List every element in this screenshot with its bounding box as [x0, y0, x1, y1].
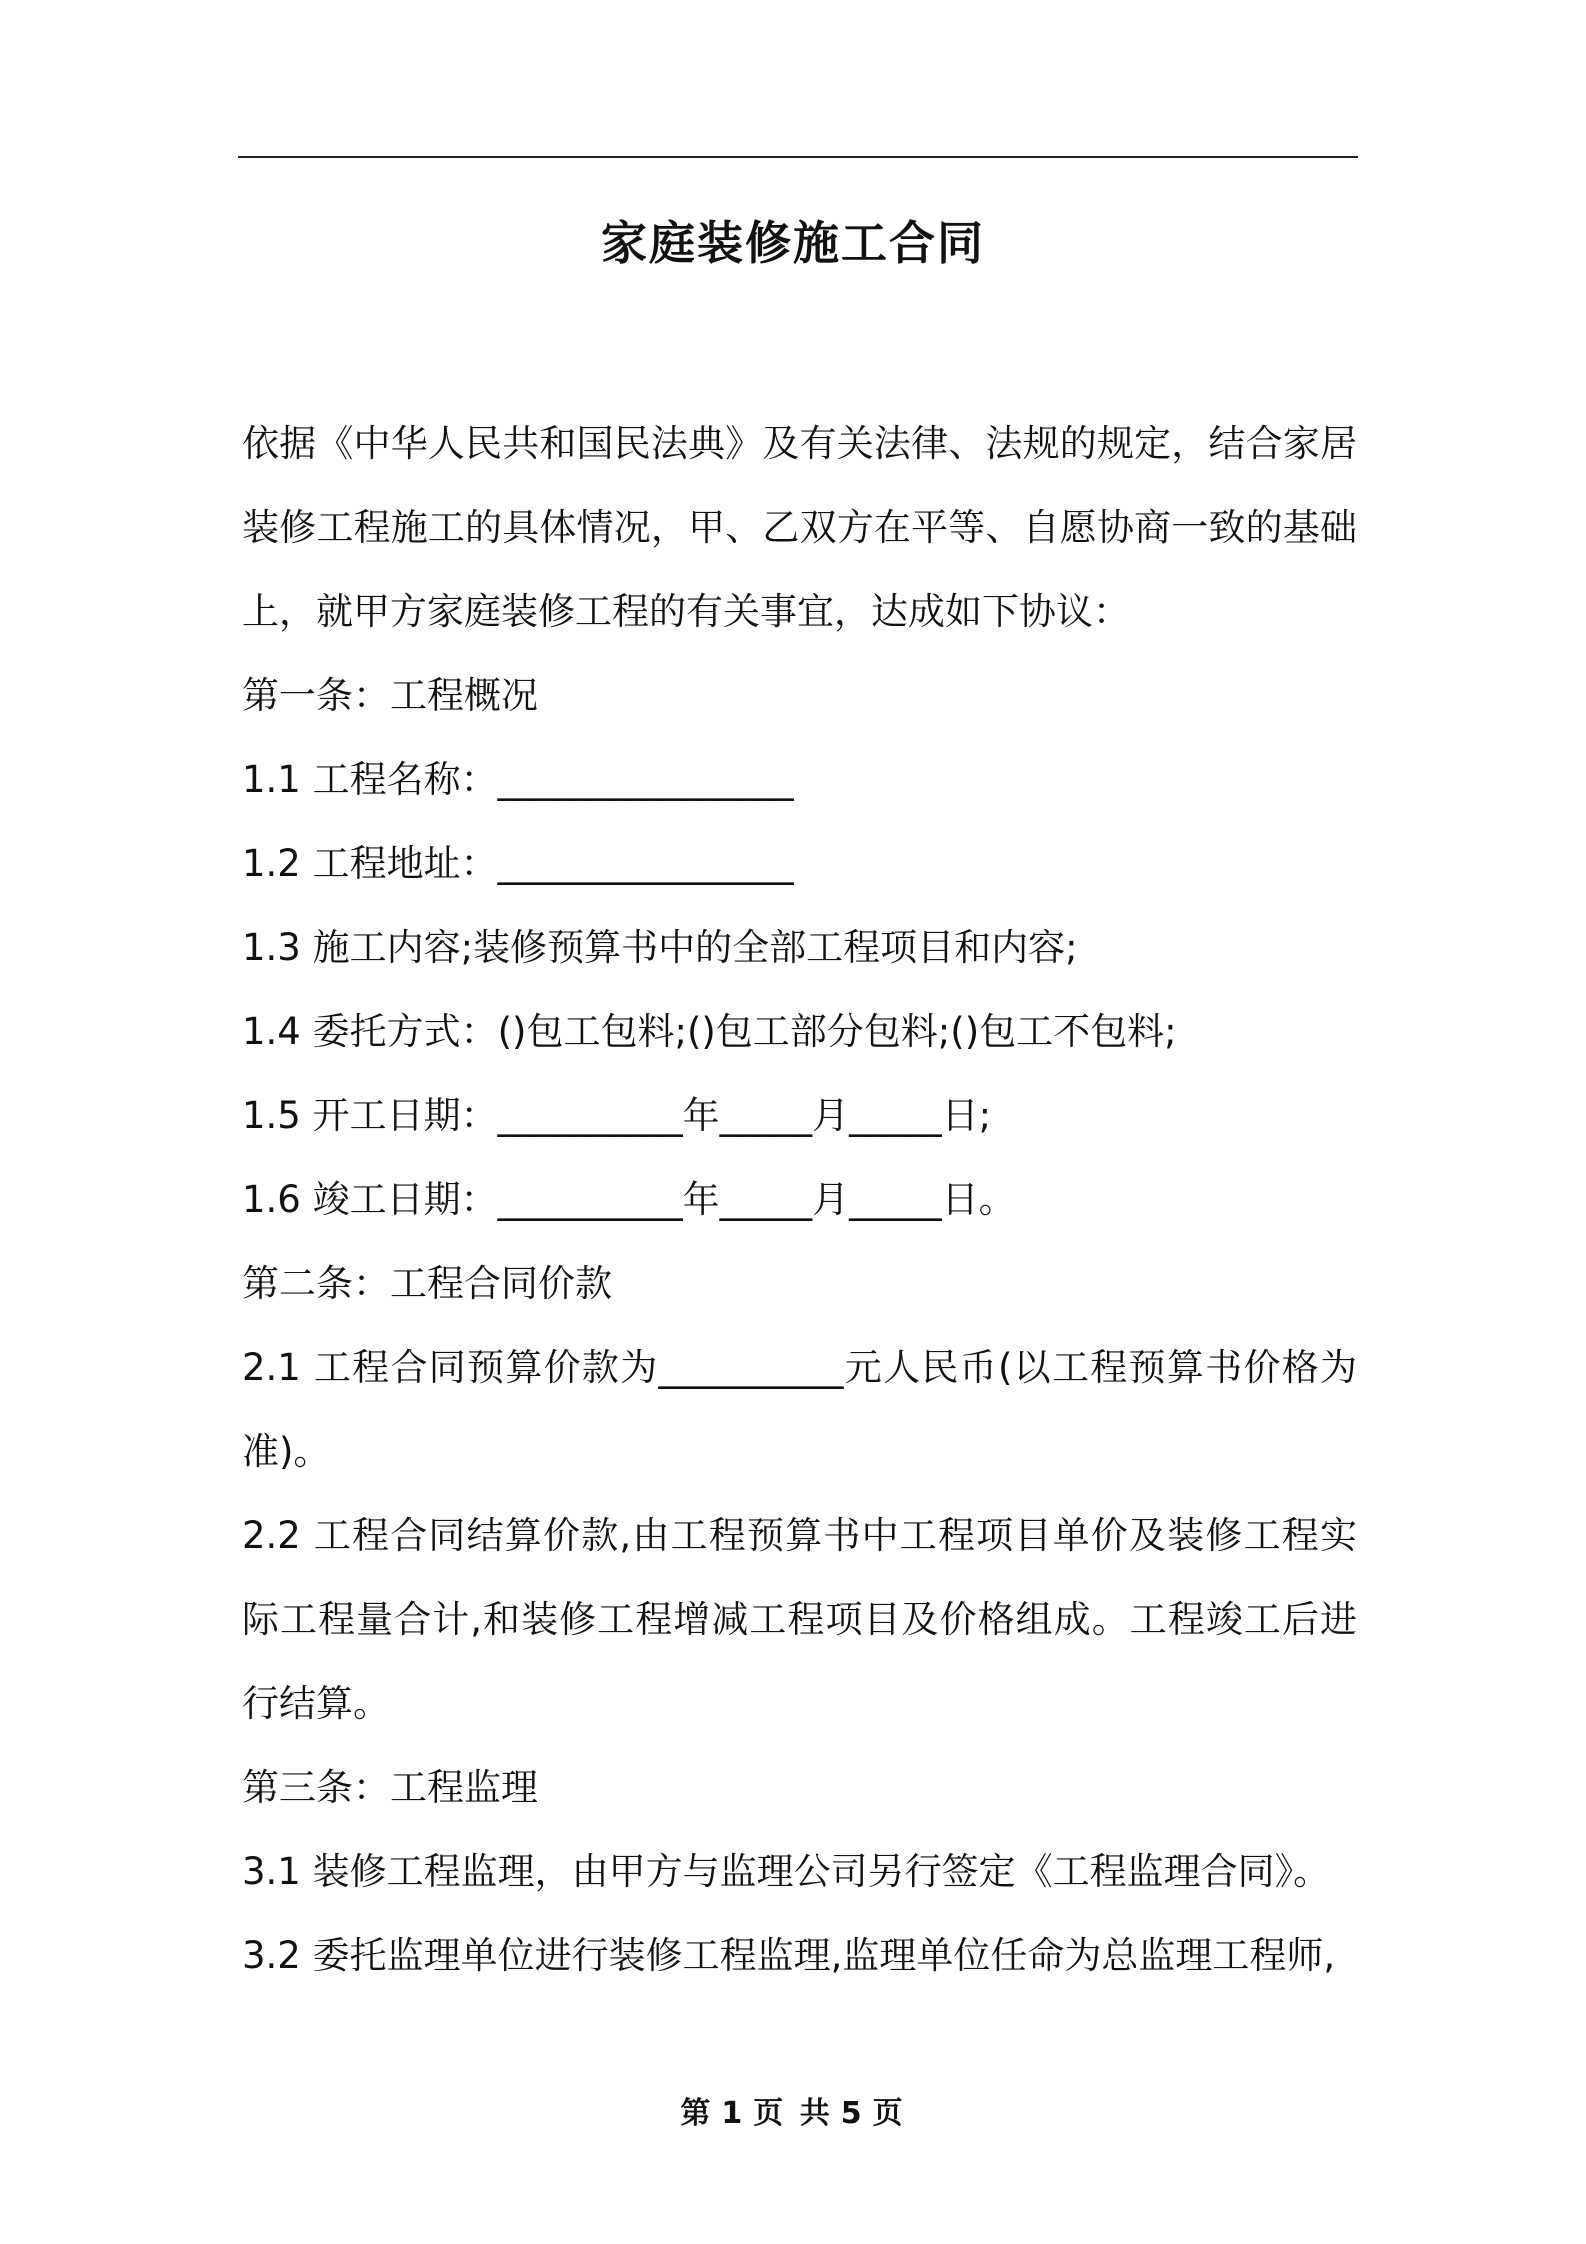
page-footer	[0, 2094, 1586, 2134]
clause-2-1: 2.1 工程合同预算价款为__________元人民币(以工程预算书价格为准)。	[242, 1346, 1357, 1473]
article-1-heading: 第一条：工程概况	[242, 674, 538, 717]
clause-1-1: 1.1 工程名称：________________	[242, 758, 794, 801]
article-3-heading: 第三条：工程监理	[242, 1766, 538, 1809]
footer-total-pages: 5	[840, 2096, 865, 2131]
clause-1-2: 1.2 工程地址：________________	[242, 842, 794, 885]
clause-1-3: 1.3 施工内容;装修预算书中的全部工程项目和内容;	[242, 926, 1078, 969]
document-body	[242, 402, 1357, 1998]
clause-1-4: 1.4 委托方式：()包工包料;()包工部分包料;()包工不包料;	[242, 1010, 1177, 1053]
clause-1-6: 1.6 竣工日期：__________年_____月_____日。	[242, 1178, 1016, 1221]
article-2-heading: 第二条：工程合同价款	[242, 1262, 612, 1305]
footer-middle: 页 共	[753, 2096, 833, 2131]
clause-1-5: 1.5 开工日期：__________年_____月_____日;	[242, 1094, 992, 1137]
preamble-paragraph: 依据《中华人民共和国民法典》及有关法律、法规的规定，结合家居装修工程施工的具体情况，甲、乙双方在平等、自愿协商一致的基础上，就甲方家庭装修工程的有关事宜，达成如下协议：	[242, 422, 1357, 633]
clause-2-2: 2.2 工程合同结算价款,由工程预算书中工程项目单价及装修工程实际工程量合计,和装修工程增减工程项目及价格组成。工程竣工后进行结算。	[242, 1514, 1357, 1725]
document-title: 家庭装修施工合同	[601, 216, 985, 270]
header-rule	[238, 156, 1358, 158]
footer-prefix: 第	[680, 2096, 714, 2131]
clause-3-1: 3.1 装修工程监理，由甲方与监理公司另行签定《工程监理合同》。	[242, 1850, 1331, 1893]
footer-suffix: 页	[872, 2096, 906, 2131]
clause-3-2: 3.2 委托监理单位进行装修工程监理,监理单位任命为总监理工程师,	[242, 1934, 1336, 1977]
footer-current-page: 1	[721, 2096, 746, 2131]
